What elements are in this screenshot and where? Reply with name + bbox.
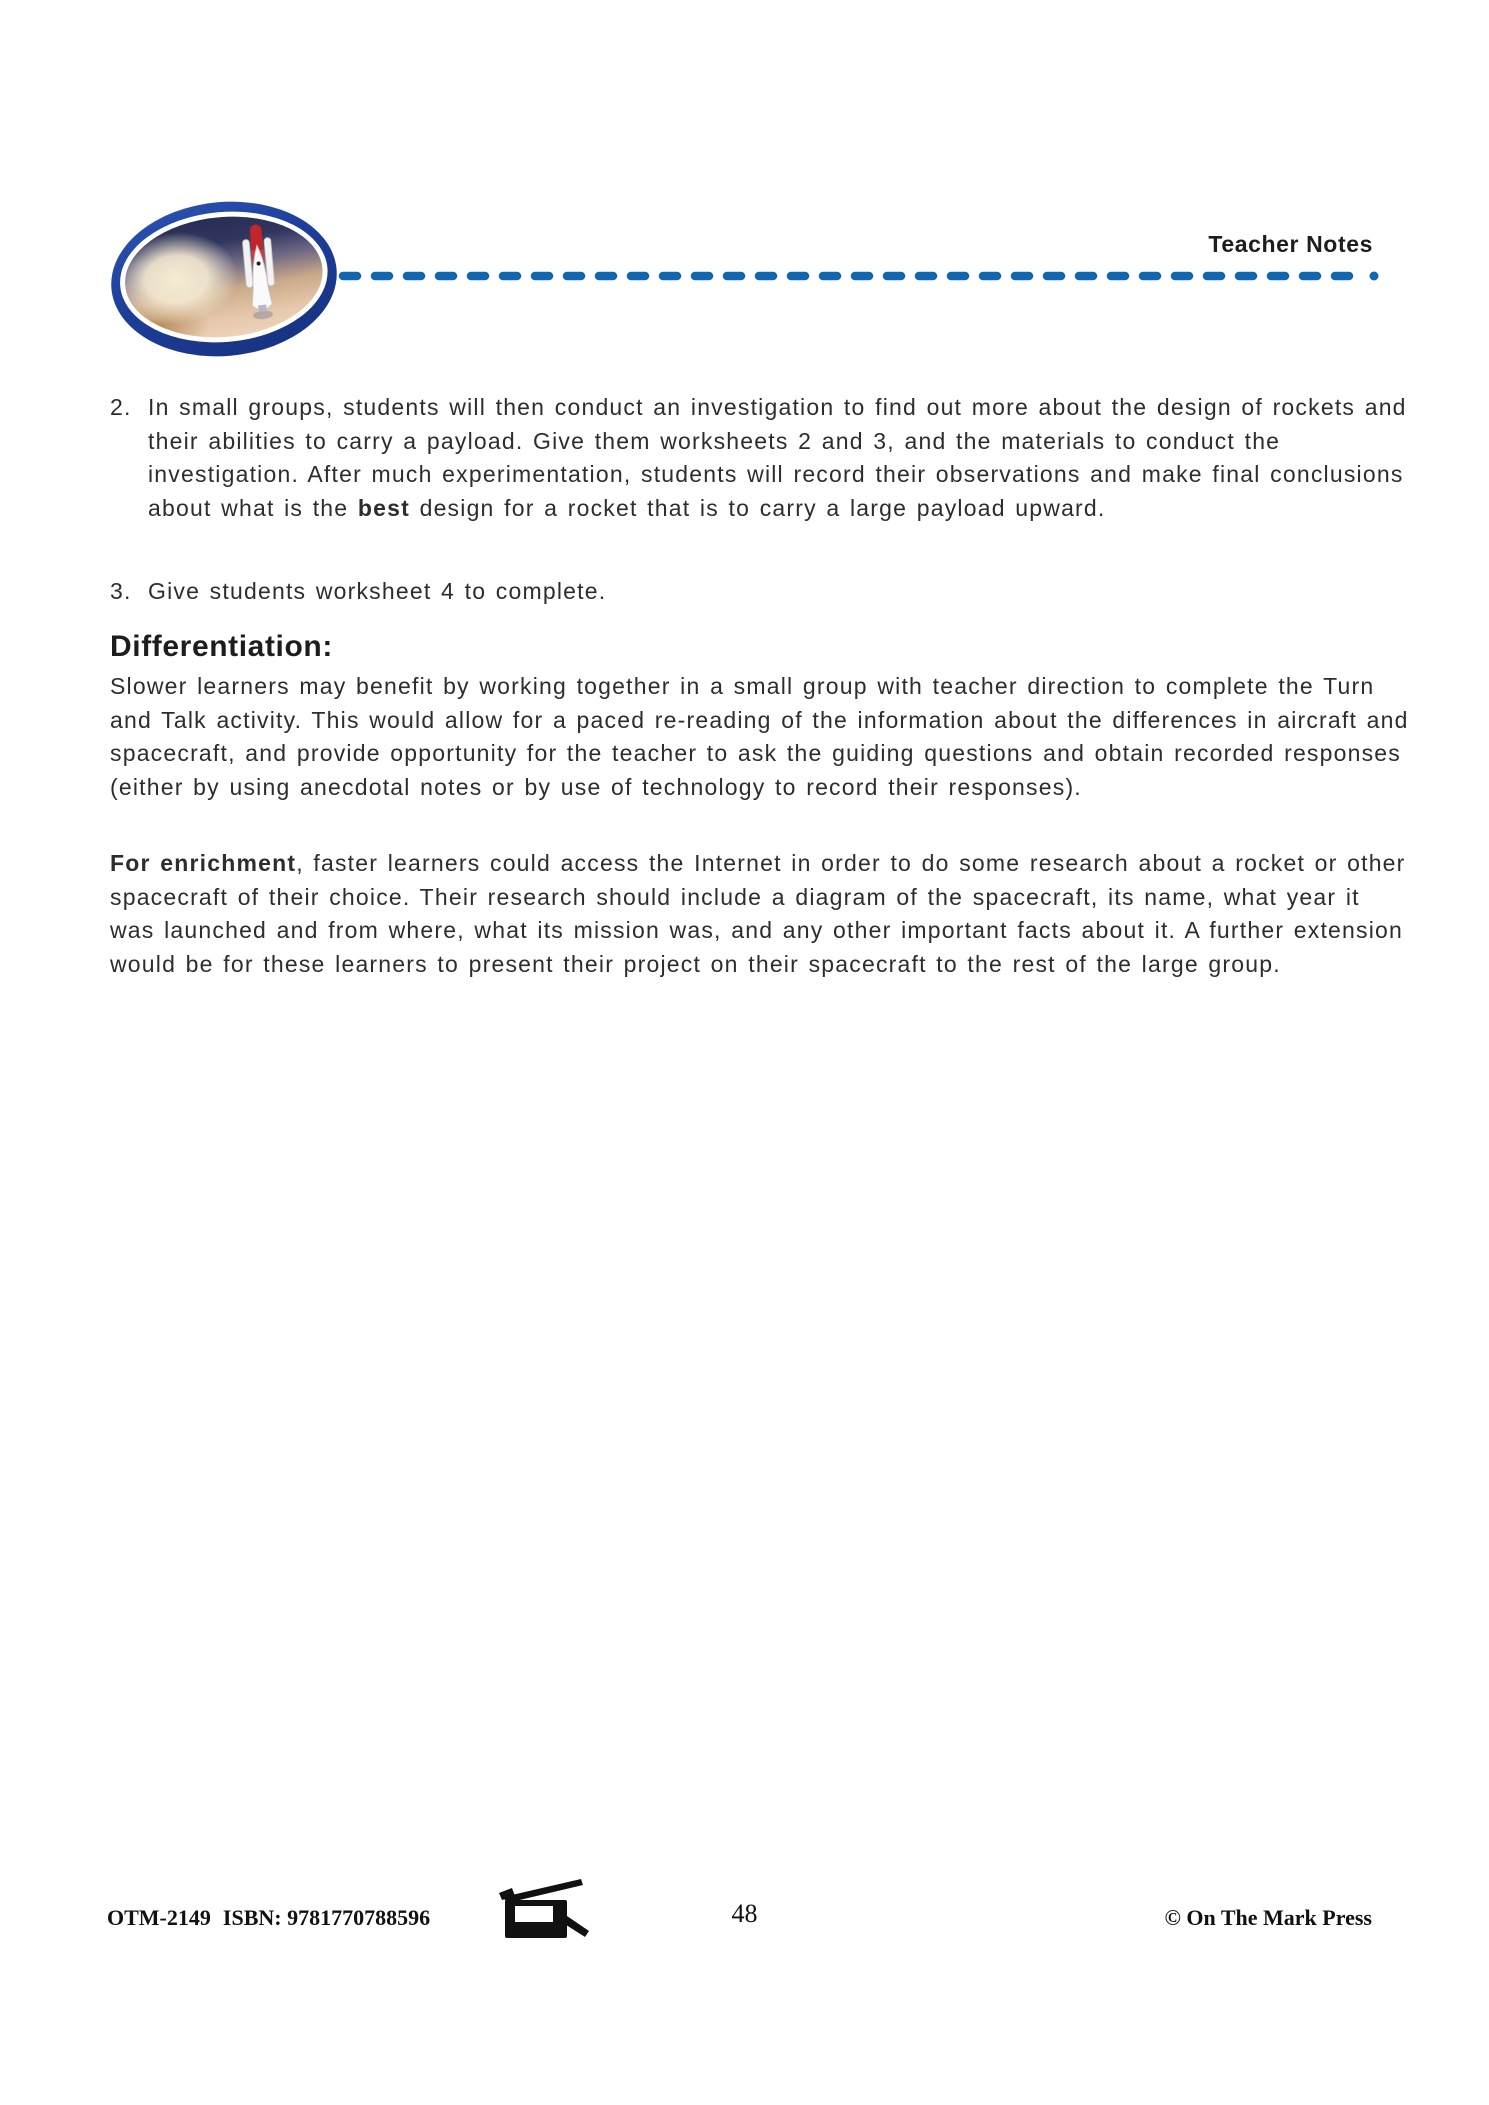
list-item-2-number: 2. — [110, 394, 132, 420]
list-item-3-text: Give students worksheet 4 to complete. — [148, 578, 607, 604]
enrichment-lead-in: For enrichment — [110, 850, 297, 876]
space-shuttle-icon — [235, 221, 283, 327]
bold-word-best: best — [357, 494, 410, 521]
isbn: ISBN: 9781770788596 — [222, 1905, 431, 1930]
enrichment-paragraph: For enrichment, faster learners could access the Internet in order to do some research about a rocket or other spacecraft of their choice. Their research should include a diagram of the spacecraft, its name, what year it was launched and from where, what its mission was, and any other important facts about it. A further extension would be for these learners to present their project on their spacecraft to the rest of the large group. — [110, 850, 1406, 977]
copyright-notice: © On The Mark Press — [1164, 1905, 1372, 1930]
list-item-3-number: 3. — [110, 578, 132, 604]
product-code: OTM-2149 — [107, 1905, 211, 1930]
publisher-logo — [105, 192, 344, 365]
dashed-divider-line — [338, 268, 1382, 284]
list-item-3 — [110, 575, 1412, 609]
teacher-notes-label: Teacher Notes — [1208, 231, 1373, 257]
list-item-2 — [110, 391, 1412, 525]
differentiation-heading: Differentiation: — [110, 630, 333, 663]
list-item-2-text: In small groups, students will then conduct an investigation to find out more about the design of rockets and their abilities to carry a payload. Give them worksheets 2 and 3, and the materials to conduct the investigation. After much experimentation, students will record their observations and make final conclusions about what is the best design for a rocket that is to carry a large payload upward. — [148, 394, 1407, 521]
differentiation-paragraph: Slower learners may benefit by working together in a small group with teacher direction to complete the Turn and Talk activity. This would allow for a paced re-reading of the information about the differences in aircraft and spacecraft, and provide opportunity for the teacher to ask the guiding questions and obtain recorded responses (either by using anecdotal notes or by use of technology to record their responses). — [110, 673, 1409, 800]
page-number: 48 — [731, 1899, 758, 1928]
